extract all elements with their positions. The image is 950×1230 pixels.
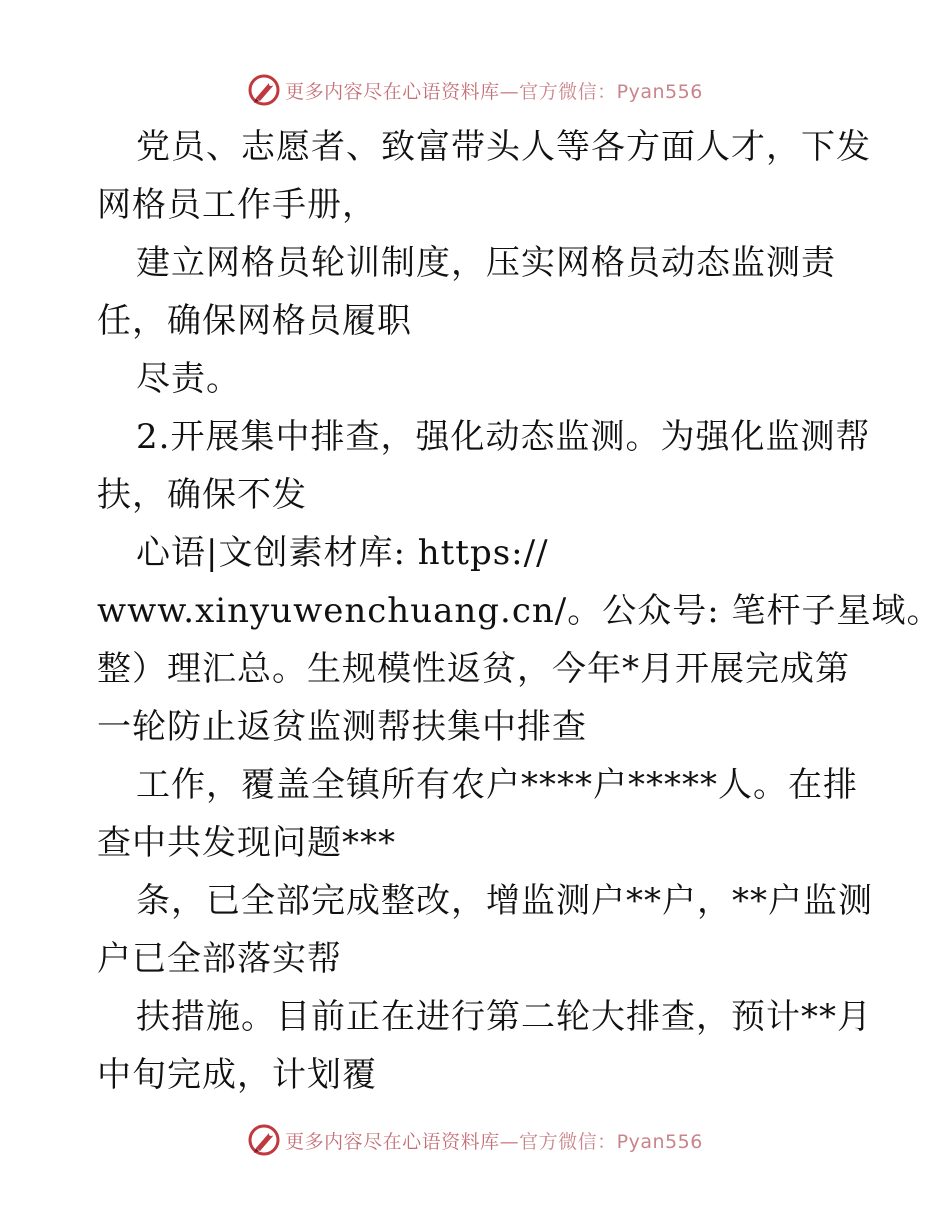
body-line: 整）理汇总。生规模性返贫，今年*月开展完成第: [97, 649, 850, 689]
body-line: 条，已全部完成整改，增监测户**户，**户监测: [136, 881, 873, 921]
body-line: www.xinyuwenchuang.cn/。公众号: 笔杆子星域。: [97, 591, 942, 631]
body-line: 网格员工作手册，: [97, 185, 377, 225]
watermark-main-text: 更多内容尽在心语资料库: [285, 80, 500, 103]
footer-watermark-banner: [0, 1120, 950, 1160]
watermark-main-text: 更多内容尽在心语资料库: [285, 1130, 500, 1153]
pen-logo-icon: [247, 1123, 281, 1157]
body-line: 一轮防止返贫监测帮扶集中排查: [97, 707, 587, 747]
body-line: 尽责。: [136, 359, 241, 399]
body-line: 2.开展集中排查，强化动态监测。为强化监测帮: [136, 417, 871, 457]
body-line: 心语|文创素材库: https://: [136, 533, 549, 573]
header-watermark-banner: [0, 70, 950, 110]
body-line: 扶措施。目前正在进行第二轮大排查，预计**月: [136, 997, 872, 1037]
body-line: 查中共发现问题***: [97, 823, 396, 863]
body-line: 户已全部落实帮: [97, 939, 342, 979]
body-line: 扶，确保不发: [97, 475, 307, 515]
body-line: 任，确保网格员履职: [97, 301, 412, 341]
watermark-dash: —: [499, 80, 520, 103]
body-line: 中旬完成，计划覆: [97, 1055, 377, 1095]
watermark-wechat-text: 官方微信：Pyan556: [519, 1130, 703, 1153]
body-line: 工作，覆盖全镇所有农户****户*****人。在排: [136, 765, 858, 805]
body-line: 建立网格员轮训制度，压实网格员动态监测责: [136, 243, 836, 283]
body-line: 党员、志愿者、致富带头人等各方面人才，下发: [136, 127, 871, 167]
watermark-dash: —: [499, 1130, 520, 1153]
document-body: [97, 118, 942, 1104]
footer-watermark-text: [285, 1127, 703, 1154]
watermark-wechat-text: 官方微信：Pyan556: [519, 80, 703, 103]
pen-logo-icon: [247, 73, 281, 107]
header-watermark-text: [285, 77, 703, 104]
